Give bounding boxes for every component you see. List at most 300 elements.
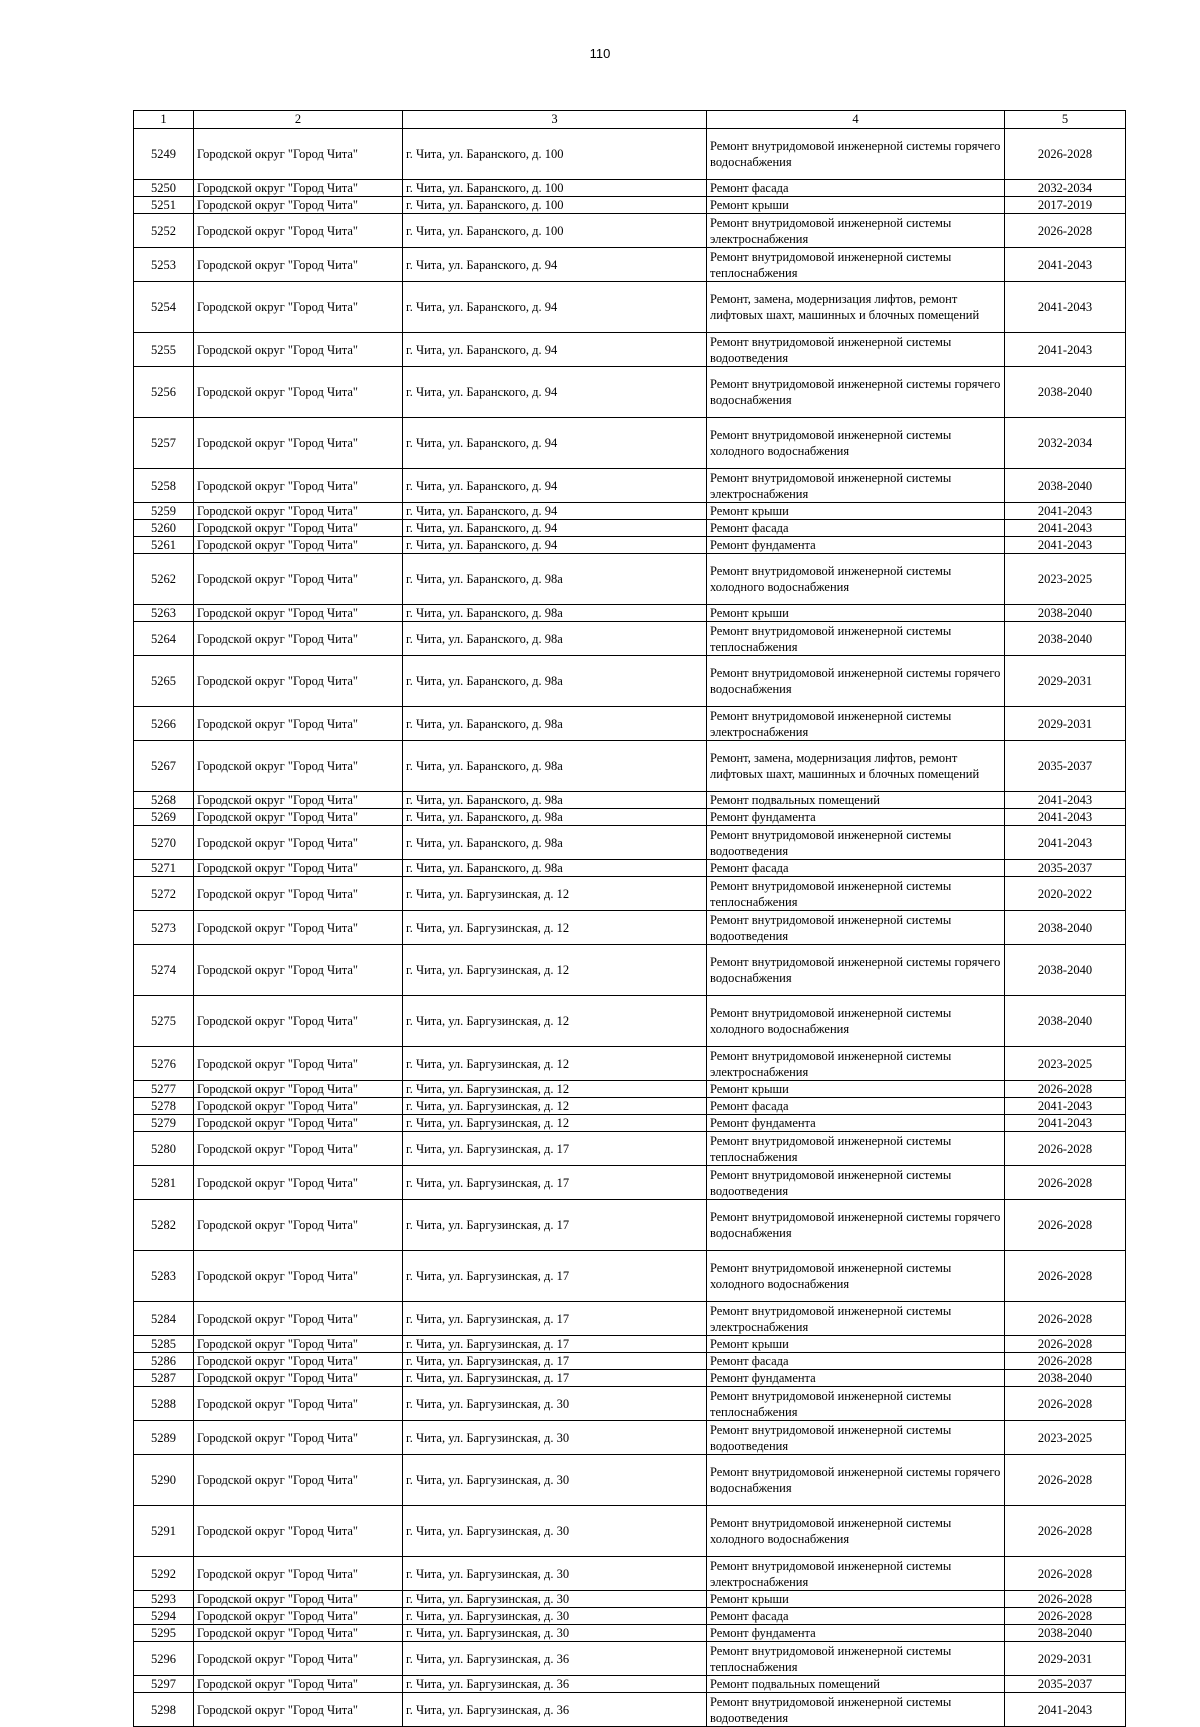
municipality-cell: Городской округ "Город Чита" <box>194 1608 403 1625</box>
municipality-cell: Городской округ "Город Чита" <box>194 1642 403 1676</box>
table-row <box>134 333 1126 367</box>
municipality-cell: Городской округ "Город Чита" <box>194 1455 403 1506</box>
period-cell: 2041-2043 <box>1005 537 1126 554</box>
period-cell: 2026-2028 <box>1005 1081 1126 1098</box>
table-row <box>134 826 1126 860</box>
period-cell: 2026-2028 <box>1005 1591 1126 1608</box>
work-type-cell: Ремонт фасада <box>707 180 1005 197</box>
address-cell: г. Чита, ул. Баранского, д. 98а <box>403 860 707 877</box>
municipality-cell: Городской округ "Город Чита" <box>194 1370 403 1387</box>
address-cell: г. Чита, ул. Баргузинская, д. 17 <box>403 1200 707 1251</box>
table-row <box>134 1455 1126 1506</box>
municipality-cell: Городской округ "Город Чита" <box>194 367 403 418</box>
municipality-cell: Городской округ "Город Чита" <box>194 1336 403 1353</box>
row-number-cell: 5295 <box>134 1625 194 1642</box>
work-type-cell: Ремонт фасада <box>707 1608 1005 1625</box>
work-type-cell: Ремонт внутридомовой инженерной системы электроснабжения <box>707 469 1005 503</box>
municipality-cell: Городской округ "Город Чита" <box>194 792 403 809</box>
municipality-cell: Городской округ "Город Чита" <box>194 537 403 554</box>
row-number-cell: 5252 <box>134 214 194 248</box>
table-row <box>134 945 1126 996</box>
address-cell: г. Чита, ул. Баранского, д. 98а <box>403 792 707 809</box>
row-number-cell: 5284 <box>134 1302 194 1336</box>
work-type-cell: Ремонт, замена, модернизация лифтов, ремонт лифтовых шахт, машинных и блочных помещений <box>707 741 1005 792</box>
municipality-cell: Городской округ "Город Чита" <box>194 1387 403 1421</box>
address-cell: г. Чита, ул. Баргузинская, д. 12 <box>403 945 707 996</box>
period-cell: 2041-2043 <box>1005 520 1126 537</box>
period-cell: 2029-2031 <box>1005 1642 1126 1676</box>
row-number-cell: 5262 <box>134 554 194 605</box>
period-cell: 2026-2028 <box>1005 1506 1126 1557</box>
municipality-cell: Городской округ "Город Чита" <box>194 1200 403 1251</box>
work-type-cell: Ремонт внутридомовой инженерной системы электроснабжения <box>707 1302 1005 1336</box>
municipality-cell: Городской округ "Город Чита" <box>194 503 403 520</box>
period-cell: 2038-2040 <box>1005 367 1126 418</box>
work-type-cell: Ремонт внутридомовой инженерной системы холодного водоснабжения <box>707 1506 1005 1557</box>
municipality-cell: Городской округ "Город Чита" <box>194 214 403 248</box>
period-cell: 2035-2037 <box>1005 1676 1126 1693</box>
municipality-cell: Городской округ "Город Чита" <box>194 129 403 180</box>
row-number-cell: 5274 <box>134 945 194 996</box>
work-type-cell: Ремонт внутридомовой инженерной системы горячего водоснабжения <box>707 1455 1005 1506</box>
page-number: 110 <box>589 46 611 61</box>
row-number-cell: 5255 <box>134 333 194 367</box>
address-cell: г. Чита, ул. Баранского, д. 94 <box>403 333 707 367</box>
period-cell: 2038-2040 <box>1005 996 1126 1047</box>
row-number-cell: 5283 <box>134 1251 194 1302</box>
period-cell: 2029-2031 <box>1005 707 1126 741</box>
row-number-cell: 5266 <box>134 707 194 741</box>
table-row <box>134 1302 1126 1336</box>
row-number-cell: 5288 <box>134 1387 194 1421</box>
municipality-cell: Городской округ "Город Чита" <box>194 622 403 656</box>
address-cell: г. Чита, ул. Баргузинская, д. 12 <box>403 996 707 1047</box>
municipality-cell: Городской округ "Город Чита" <box>194 1132 403 1166</box>
work-type-cell: Ремонт внутридомовой инженерной системы теплоснабжения <box>707 248 1005 282</box>
row-number-cell: 5267 <box>134 741 194 792</box>
row-number-cell: 5263 <box>134 605 194 622</box>
period-cell: 2041-2043 <box>1005 1098 1126 1115</box>
table-row <box>134 197 1126 214</box>
municipality-cell: Городской округ "Город Чита" <box>194 1251 403 1302</box>
works-table <box>133 110 1126 1727</box>
table-row <box>134 1098 1126 1115</box>
column-header: 5 <box>1005 111 1126 129</box>
table-row <box>134 418 1126 469</box>
address-cell: г. Чита, ул. Баранского, д. 100 <box>403 129 707 180</box>
municipality-cell: Городской округ "Город Чита" <box>194 1166 403 1200</box>
table-row <box>134 214 1126 248</box>
work-type-cell: Ремонт внутридомовой инженерной системы холодного водоснабжения <box>707 554 1005 605</box>
address-cell: г. Чита, ул. Баргузинская, д. 12 <box>403 1081 707 1098</box>
period-cell: 2026-2028 <box>1005 1336 1126 1353</box>
work-type-cell: Ремонт крыши <box>707 1081 1005 1098</box>
period-cell: 2026-2028 <box>1005 1302 1126 1336</box>
table-row <box>134 707 1126 741</box>
table-row <box>134 180 1126 197</box>
row-number-cell: 5260 <box>134 520 194 537</box>
address-cell: г. Чита, ул. Баргузинская, д. 36 <box>403 1642 707 1676</box>
period-cell: 2023-2025 <box>1005 1047 1126 1081</box>
row-number-cell: 5285 <box>134 1336 194 1353</box>
municipality-cell: Городской округ "Город Чита" <box>194 554 403 605</box>
period-cell: 2041-2043 <box>1005 248 1126 282</box>
work-type-cell: Ремонт крыши <box>707 605 1005 622</box>
row-number-cell: 5297 <box>134 1676 194 1693</box>
municipality-cell: Городской округ "Город Чита" <box>194 1557 403 1591</box>
address-cell: г. Чита, ул. Баранского, д. 94 <box>403 537 707 554</box>
municipality-cell: Городской округ "Город Чита" <box>194 945 403 996</box>
work-type-cell: Ремонт фундамента <box>707 1625 1005 1642</box>
period-cell: 2026-2028 <box>1005 1608 1126 1625</box>
municipality-cell: Городской округ "Город Чита" <box>194 520 403 537</box>
municipality-cell: Городской округ "Город Чита" <box>194 860 403 877</box>
column-header: 3 <box>403 111 707 129</box>
period-cell: 2026-2028 <box>1005 1132 1126 1166</box>
table-row <box>134 860 1126 877</box>
row-number-cell: 5251 <box>134 197 194 214</box>
address-cell: г. Чита, ул. Баргузинская, д. 30 <box>403 1506 707 1557</box>
row-number-cell: 5287 <box>134 1370 194 1387</box>
work-type-cell: Ремонт фундамента <box>707 1115 1005 1132</box>
municipality-cell: Городской округ "Город Чита" <box>194 1421 403 1455</box>
period-cell: 2041-2043 <box>1005 1693 1126 1727</box>
period-cell: 2026-2028 <box>1005 1166 1126 1200</box>
period-cell: 2038-2040 <box>1005 911 1126 945</box>
table-row <box>134 622 1126 656</box>
period-cell: 2041-2043 <box>1005 1115 1126 1132</box>
address-cell: г. Чита, ул. Баргузинская, д. 17 <box>403 1336 707 1353</box>
row-number-cell: 5269 <box>134 809 194 826</box>
table-row <box>134 1336 1126 1353</box>
address-cell: г. Чита, ул. Баргузинская, д. 12 <box>403 1115 707 1132</box>
work-type-cell: Ремонт фасада <box>707 1098 1005 1115</box>
row-number-cell: 5258 <box>134 469 194 503</box>
period-cell: 2026-2028 <box>1005 129 1126 180</box>
municipality-cell: Городской округ "Город Чита" <box>194 418 403 469</box>
address-cell: г. Чита, ул. Баранского, д. 94 <box>403 248 707 282</box>
address-cell: г. Чита, ул. Баргузинская, д. 17 <box>403 1353 707 1370</box>
table-row <box>134 1200 1126 1251</box>
row-number-cell: 5275 <box>134 996 194 1047</box>
work-type-cell: Ремонт внутридомовой инженерной системы теплоснабжения <box>707 877 1005 911</box>
table-row <box>134 503 1126 520</box>
work-type-cell: Ремонт внутридомовой инженерной системы водоотведения <box>707 1421 1005 1455</box>
address-cell: г. Чита, ул. Баргузинская, д. 30 <box>403 1591 707 1608</box>
address-cell: г. Чита, ул. Баргузинская, д. 36 <box>403 1693 707 1727</box>
work-type-cell: Ремонт крыши <box>707 1336 1005 1353</box>
column-header: 1 <box>134 111 194 129</box>
table-row <box>134 537 1126 554</box>
table-row <box>134 367 1126 418</box>
municipality-cell: Городской округ "Город Чита" <box>194 741 403 792</box>
row-number-cell: 5298 <box>134 1693 194 1727</box>
row-number-cell: 5270 <box>134 826 194 860</box>
table-row <box>134 1370 1126 1387</box>
row-number-cell: 5294 <box>134 1608 194 1625</box>
municipality-cell: Городской округ "Город Чита" <box>194 1506 403 1557</box>
table-row <box>134 469 1126 503</box>
address-cell: г. Чита, ул. Баргузинская, д. 12 <box>403 911 707 945</box>
row-number-cell: 5293 <box>134 1591 194 1608</box>
row-number-cell: 5278 <box>134 1098 194 1115</box>
table-row <box>134 792 1126 809</box>
address-cell: г. Чита, ул. Баранского, д. 98а <box>403 622 707 656</box>
row-number-cell: 5281 <box>134 1166 194 1200</box>
row-number-cell: 5289 <box>134 1421 194 1455</box>
work-type-cell: Ремонт внутридомовой инженерной системы горячего водоснабжения <box>707 945 1005 996</box>
row-number-cell: 5265 <box>134 656 194 707</box>
work-type-cell: Ремонт фундамента <box>707 1370 1005 1387</box>
period-cell: 2017-2019 <box>1005 197 1126 214</box>
row-number-cell: 5290 <box>134 1455 194 1506</box>
period-cell: 2026-2028 <box>1005 1387 1126 1421</box>
column-header: 4 <box>707 111 1005 129</box>
address-cell: г. Чита, ул. Баргузинская, д. 17 <box>403 1132 707 1166</box>
municipality-cell: Городской округ "Город Чита" <box>194 1081 403 1098</box>
row-number-cell: 5296 <box>134 1642 194 1676</box>
table-row <box>134 605 1126 622</box>
table-row <box>134 1625 1126 1642</box>
municipality-cell: Городской округ "Город Чита" <box>194 1591 403 1608</box>
period-cell: 2035-2037 <box>1005 741 1126 792</box>
municipality-cell: Городской округ "Город Чита" <box>194 469 403 503</box>
address-cell: г. Чита, ул. Баргузинская, д. 12 <box>403 877 707 911</box>
address-cell: г. Чита, ул. Баргузинская, д. 17 <box>403 1251 707 1302</box>
row-number-cell: 5254 <box>134 282 194 333</box>
address-cell: г. Чита, ул. Баранского, д. 98а <box>403 707 707 741</box>
period-cell: 2032-2034 <box>1005 418 1126 469</box>
address-cell: г. Чита, ул. Баранского, д. 98а <box>403 656 707 707</box>
work-type-cell: Ремонт внутридомовой инженерной системы электроснабжения <box>707 1047 1005 1081</box>
table-row <box>134 809 1126 826</box>
row-number-cell: 5250 <box>134 180 194 197</box>
row-number-cell: 5292 <box>134 1557 194 1591</box>
municipality-cell: Городской округ "Город Чита" <box>194 1115 403 1132</box>
row-number-cell: 5249 <box>134 129 194 180</box>
row-number-cell: 5272 <box>134 877 194 911</box>
table-row <box>134 1251 1126 1302</box>
row-number-cell: 5273 <box>134 911 194 945</box>
period-cell: 2026-2028 <box>1005 1353 1126 1370</box>
work-type-cell: Ремонт фундамента <box>707 809 1005 826</box>
municipality-cell: Городской округ "Город Чита" <box>194 605 403 622</box>
work-type-cell: Ремонт фасада <box>707 860 1005 877</box>
row-number-cell: 5268 <box>134 792 194 809</box>
municipality-cell: Городской округ "Город Чита" <box>194 877 403 911</box>
address-cell: г. Чита, ул. Баранского, д. 94 <box>403 503 707 520</box>
row-number-cell: 5264 <box>134 622 194 656</box>
row-number-cell: 5259 <box>134 503 194 520</box>
table-row <box>134 1421 1126 1455</box>
period-cell: 2023-2025 <box>1005 554 1126 605</box>
work-type-cell: Ремонт подвальных помещений <box>707 1676 1005 1693</box>
work-type-cell: Ремонт крыши <box>707 197 1005 214</box>
address-cell: г. Чита, ул. Баргузинская, д. 17 <box>403 1302 707 1336</box>
table-row <box>134 1132 1126 1166</box>
row-number-cell: 5276 <box>134 1047 194 1081</box>
table-body <box>134 111 1126 1727</box>
row-number-cell: 5286 <box>134 1353 194 1370</box>
address-cell: г. Чита, ул. Баранского, д. 98а <box>403 554 707 605</box>
row-number-cell: 5279 <box>134 1115 194 1132</box>
municipality-cell: Городской округ "Город Чита" <box>194 707 403 741</box>
period-cell: 2026-2028 <box>1005 1200 1126 1251</box>
work-type-cell: Ремонт внутридомовой инженерной системы водоотведения <box>707 1166 1005 1200</box>
address-cell: г. Чита, ул. Баранского, д. 94 <box>403 367 707 418</box>
work-type-cell: Ремонт внутридомовой инженерной системы холодного водоснабжения <box>707 1251 1005 1302</box>
work-type-cell: Ремонт внутридомовой инженерной системы холодного водоснабжения <box>707 996 1005 1047</box>
period-cell: 2041-2043 <box>1005 333 1126 367</box>
table-row <box>134 1608 1126 1625</box>
address-cell: г. Чита, ул. Баранского, д. 98а <box>403 809 707 826</box>
period-cell: 2038-2040 <box>1005 469 1126 503</box>
table-row <box>134 877 1126 911</box>
work-type-cell: Ремонт подвальных помещений <box>707 792 1005 809</box>
table-row <box>134 1115 1126 1132</box>
work-type-cell: Ремонт фасада <box>707 1353 1005 1370</box>
work-type-cell: Ремонт внутридомовой инженерной системы водоотведения <box>707 1693 1005 1727</box>
row-number-cell: 5277 <box>134 1081 194 1098</box>
table-row <box>134 1387 1126 1421</box>
address-cell: г. Чита, ул. Баранского, д. 94 <box>403 469 707 503</box>
table-row <box>134 1693 1126 1727</box>
work-type-cell: Ремонт фундамента <box>707 537 1005 554</box>
table-row <box>134 282 1126 333</box>
work-type-cell: Ремонт внутридомовой инженерной системы холодного водоснабжения <box>707 418 1005 469</box>
work-type-cell: Ремонт фасада <box>707 520 1005 537</box>
address-cell: г. Чита, ул. Баргузинская, д. 30 <box>403 1557 707 1591</box>
table-row <box>134 1506 1126 1557</box>
period-cell: 2026-2028 <box>1005 1557 1126 1591</box>
work-type-cell: Ремонт внутридомовой инженерной системы горячего водоснабжения <box>707 367 1005 418</box>
address-cell: г. Чита, ул. Баргузинская, д. 30 <box>403 1387 707 1421</box>
municipality-cell: Городской округ "Город Чита" <box>194 1302 403 1336</box>
table-row <box>134 554 1126 605</box>
table-row <box>134 1557 1126 1591</box>
period-cell: 2020-2022 <box>1005 877 1126 911</box>
row-number-cell: 5271 <box>134 860 194 877</box>
work-type-cell: Ремонт внутридомовой инженерной системы горячего водоснабжения <box>707 129 1005 180</box>
period-cell: 2041-2043 <box>1005 282 1126 333</box>
address-cell: г. Чита, ул. Баргузинская, д. 17 <box>403 1370 707 1387</box>
address-cell: г. Чита, ул. Баранского, д. 98а <box>403 605 707 622</box>
municipality-cell: Городской округ "Город Чита" <box>194 282 403 333</box>
period-cell: 2041-2043 <box>1005 809 1126 826</box>
work-type-cell: Ремонт внутридомовой инженерной системы водоотведения <box>707 911 1005 945</box>
table-row <box>134 248 1126 282</box>
address-cell: г. Чита, ул. Баргузинская, д. 12 <box>403 1047 707 1081</box>
period-cell: 2026-2028 <box>1005 214 1126 248</box>
table-row <box>134 741 1126 792</box>
work-type-cell: Ремонт крыши <box>707 503 1005 520</box>
address-cell: г. Чита, ул. Баранского, д. 100 <box>403 197 707 214</box>
address-cell: г. Чита, ул. Баранского, д. 100 <box>403 180 707 197</box>
municipality-cell: Городской округ "Город Чита" <box>194 656 403 707</box>
municipality-cell: Городской округ "Город Чита" <box>194 1693 403 1727</box>
address-cell: г. Чита, ул. Баргузинская, д. 30 <box>403 1421 707 1455</box>
municipality-cell: Городской округ "Город Чита" <box>194 1047 403 1081</box>
address-cell: г. Чита, ул. Баргузинская, д. 17 <box>403 1166 707 1200</box>
work-type-cell: Ремонт внутридомовой инженерной системы водоотведения <box>707 333 1005 367</box>
address-cell: г. Чита, ул. Баранского, д. 98а <box>403 741 707 792</box>
period-cell: 2023-2025 <box>1005 1421 1126 1455</box>
table-row <box>134 1081 1126 1098</box>
municipality-cell: Городской округ "Город Чита" <box>194 1098 403 1115</box>
period-cell: 2041-2043 <box>1005 503 1126 520</box>
address-cell: г. Чита, ул. Баргузинская, д. 30 <box>403 1455 707 1506</box>
table-row <box>134 1642 1126 1676</box>
table-row <box>134 1166 1126 1200</box>
row-number-cell: 5291 <box>134 1506 194 1557</box>
work-type-cell: Ремонт, замена, модернизация лифтов, ремонт лифтовых шахт, машинных и блочных помещений <box>707 282 1005 333</box>
period-cell: 2041-2043 <box>1005 792 1126 809</box>
row-number-cell: 5282 <box>134 1200 194 1251</box>
work-type-cell: Ремонт внутридомовой инженерной системы теплоснабжения <box>707 1387 1005 1421</box>
work-type-cell: Ремонт внутридомовой инженерной системы электроснабжения <box>707 1557 1005 1591</box>
table-row <box>134 996 1126 1047</box>
work-type-cell: Ремонт внутридомовой инженерной системы электроснабжения <box>707 214 1005 248</box>
municipality-cell: Городской округ "Город Чита" <box>194 809 403 826</box>
period-cell: 2032-2034 <box>1005 180 1126 197</box>
column-header: 2 <box>194 111 403 129</box>
row-number-cell: 5280 <box>134 1132 194 1166</box>
municipality-cell: Городской округ "Город Чита" <box>194 333 403 367</box>
period-cell: 2035-2037 <box>1005 860 1126 877</box>
address-cell: г. Чита, ул. Баранского, д. 94 <box>403 282 707 333</box>
address-cell: г. Чита, ул. Баранского, д. 98а <box>403 826 707 860</box>
address-cell: г. Чита, ул. Баранского, д. 100 <box>403 214 707 248</box>
row-number-cell: 5257 <box>134 418 194 469</box>
column-number-row <box>134 111 1126 129</box>
work-type-cell: Ремонт внутридомовой инженерной системы теплоснабжения <box>707 622 1005 656</box>
address-cell: г. Чита, ул. Баргузинская, д. 30 <box>403 1625 707 1642</box>
work-type-cell: Ремонт внутридомовой инженерной системы горячего водоснабжения <box>707 1200 1005 1251</box>
period-cell: 2038-2040 <box>1005 1625 1126 1642</box>
work-type-cell: Ремонт внутридомовой инженерной системы теплоснабжения <box>707 1642 1005 1676</box>
address-cell: г. Чита, ул. Баранского, д. 94 <box>403 520 707 537</box>
municipality-cell: Городской округ "Город Чита" <box>194 1625 403 1642</box>
municipality-cell: Городской округ "Город Чита" <box>194 248 403 282</box>
table-row <box>134 1353 1126 1370</box>
address-cell: г. Чита, ул. Баргузинская, д. 30 <box>403 1608 707 1625</box>
municipality-cell: Городской округ "Город Чита" <box>194 197 403 214</box>
period-cell: 2026-2028 <box>1005 1251 1126 1302</box>
municipality-cell: Городской округ "Город Чита" <box>194 1676 403 1693</box>
work-type-cell: Ремонт внутридомовой инженерной системы водоотведения <box>707 826 1005 860</box>
table-row <box>134 1591 1126 1608</box>
period-cell: 2038-2040 <box>1005 1370 1126 1387</box>
municipality-cell: Городской округ "Город Чита" <box>194 826 403 860</box>
municipality-cell: Городской округ "Город Чита" <box>194 911 403 945</box>
address-cell: г. Чита, ул. Баргузинская, д. 36 <box>403 1676 707 1693</box>
work-type-cell: Ремонт внутридомовой инженерной системы электроснабжения <box>707 707 1005 741</box>
row-number-cell: 5256 <box>134 367 194 418</box>
table-row <box>134 1047 1126 1081</box>
work-type-cell: Ремонт внутридомовой инженерной системы горячего водоснабжения <box>707 656 1005 707</box>
address-cell: г. Чита, ул. Баранского, д. 94 <box>403 418 707 469</box>
address-cell: г. Чита, ул. Баргузинская, д. 12 <box>403 1098 707 1115</box>
period-cell: 2038-2040 <box>1005 945 1126 996</box>
table-row <box>134 911 1126 945</box>
period-cell: 2026-2028 <box>1005 1455 1126 1506</box>
table-row <box>134 1676 1126 1693</box>
row-number-cell: 5261 <box>134 537 194 554</box>
period-cell: 2038-2040 <box>1005 622 1126 656</box>
period-cell: 2029-2031 <box>1005 656 1126 707</box>
table-row <box>134 520 1126 537</box>
municipality-cell: Городской округ "Город Чита" <box>194 996 403 1047</box>
